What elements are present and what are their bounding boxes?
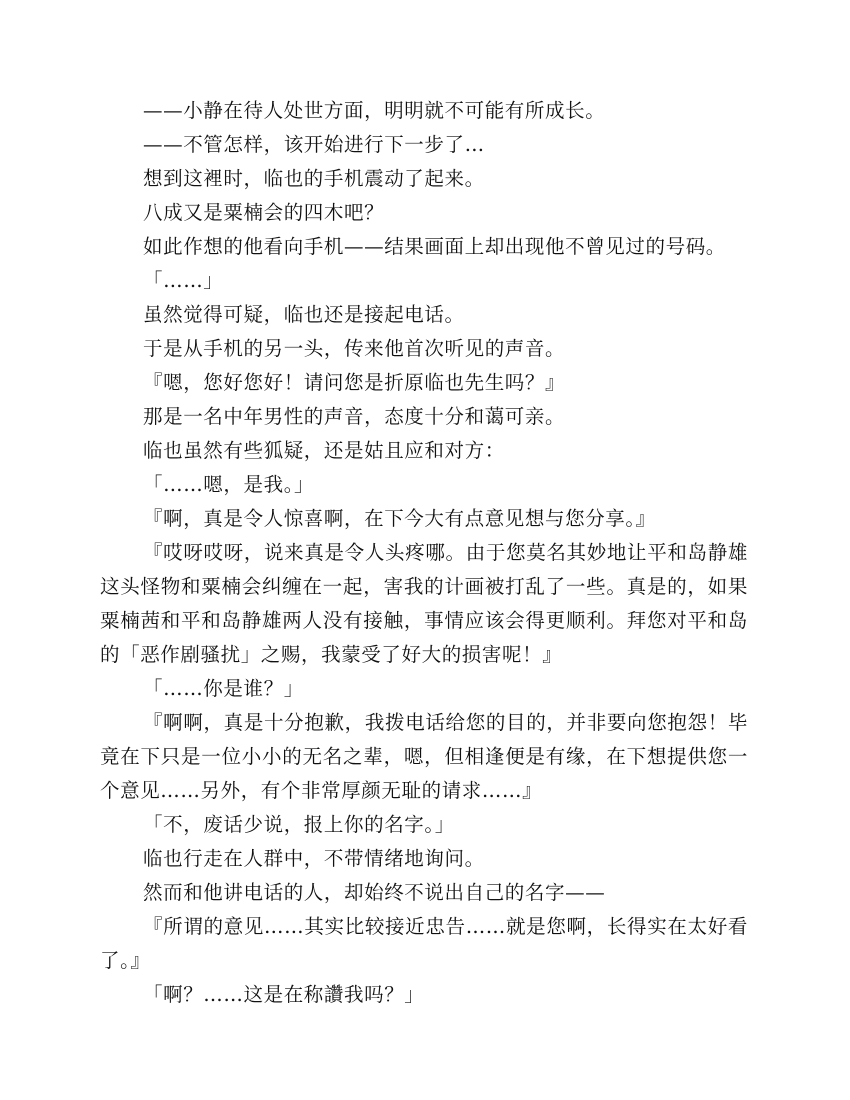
paragraph: 临也虽然有些狐疑，还是姑且应和对方： [143,439,505,462]
paragraph: 如此作想的他看向手机——结果画面上却出现他不曾见过的号码。 [143,235,726,258]
paragraph: 「不，废话少说，报上你的名字。」 [143,813,455,836]
paragraph: 『所谓的意见……其实比较接近忠告……就是您啊，长得实在太好看了。』 [100,915,748,972]
paragraph: ——不管怎样，该开始进行下一步了… [143,133,485,156]
paragraph: 然而和他讲电话的人，却始终不说出自己的名字—— [143,881,606,904]
paragraph: 『啊，真是令人惊喜啊，在下今大有点意见想与您分享。』 [143,507,656,530]
paragraph: 『哎呀哎呀，说来真是令人头疼哪。由于您莫名其妙地让平和岛静雄这头怪物和粟楠会纠缠在一起，害我的计画被打乱了一些。真是的，如果粟楠茜和平和岛静雄两人没有接触，事情应该会得更顺利。拜您对平和岛的「恶作剧骚扰」之赐，我蒙受了好大的损害呢！』 [100,541,748,666]
paragraph: 「……你是谁？」 [143,677,304,700]
paragraph: 「……」 [143,269,224,292]
document-body [100,94,748,1012]
paragraph: 临也行走在人群中，不带情绪地询问。 [143,847,485,870]
paragraph: 想到这裡时，临也的手机震动了起来。 [143,167,485,190]
paragraph: 那是一名中年男性的声音，态度十分和蔼可亲。 [143,405,566,428]
paragraph: ——小静在待人处世方面，明明就不可能有所成长。 [143,99,606,122]
paragraph: 虽然觉得可疑，临也还是接起电话。 [143,303,465,326]
paragraph: 『啊啊，真是十分抱歉，我拨电话给您的目的，并非要向您抱怨！毕竟在下只是一位小小的无名之辈，嗯，但相逢便是有缘，在下想提供您一个意见……另外，有个非常厚颜无耻的请求……』 [100,711,748,802]
paragraph: 「……嗯，是我。」 [143,473,315,496]
paragraph: 于是从手机的另一头，传来他首次听见的声音。 [143,337,566,360]
paragraph: 「啊？……这是在称讚我吗？」 [143,983,425,1006]
paragraph: 八成又是粟楠会的四木吧？ [143,201,385,224]
paragraph: 『嗯，您好您好！请问您是折原临也先生吗？』 [143,371,566,394]
